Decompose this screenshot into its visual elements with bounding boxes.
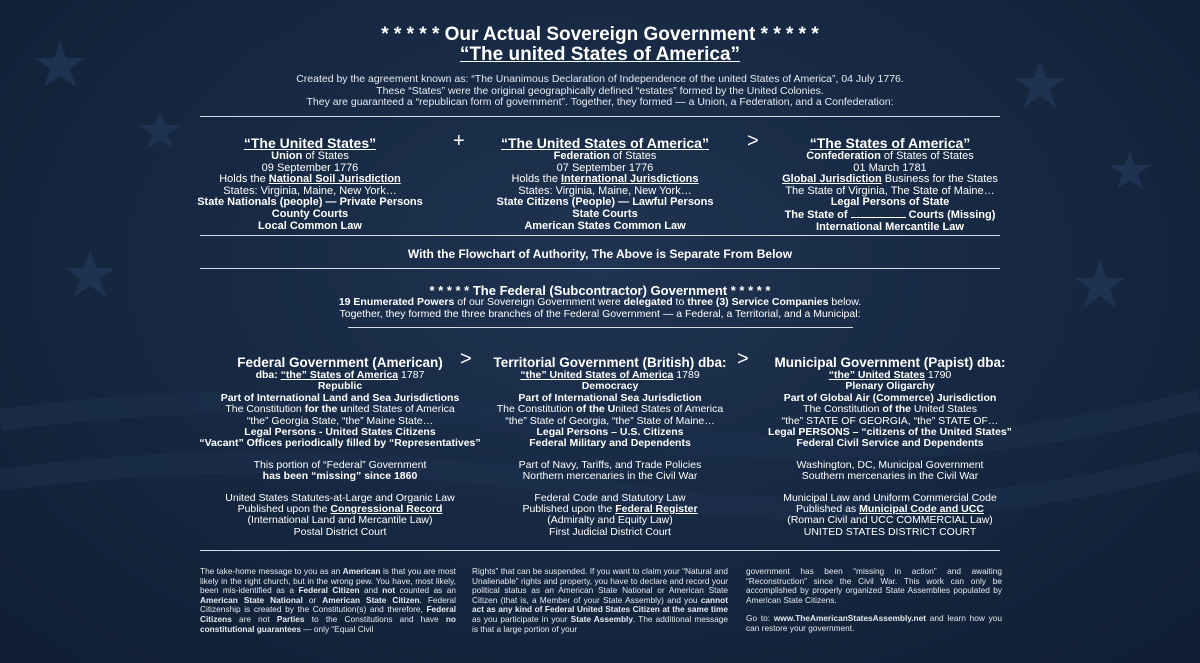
greater-operator: > (460, 348, 472, 370)
divider (200, 268, 1000, 269)
column-heading: “The States of America” (809, 135, 971, 151)
greater-operator: > (737, 348, 749, 370)
plus-operator: + (453, 130, 465, 152)
federal-subtitle: 19 Enumerated Powers of our Sovereign Government were delegated to three (3) Service Companies below. Together, they formed the three branches of the Federal Government — a Federal, a Territorial, and a Municipal: (338, 296, 862, 320)
municipal-government-column: Municipal Government (Papist) dba: “the” United States 1790 Plenary Oligarchy Part of Global Air (Commerce) Jurisdiction The Constitution of the United States “the” STATE OF GEORGIA, “the” STATE OF… Legal PERSONS – “citizens of the United States” Federal Civil Service and Dependents Washington, DC, Municipal Government Southern mercenaries in the Civil War Municipal Law and Uniform Commercial Code Published as Municipal Code and UCC (Roman Civil and UCC COMMERCIAL Law) UNITED STATES DISTRICT COURT (755, 355, 1025, 538)
union-column: “The United States” Union of States 09 September 1776 Holds the National Soil Jurisdiction States: Virginia, Maine, New York… State Nationals (people) — Private Persons County Courts Local Common Law (180, 135, 440, 232)
federal-government-column: Federal Government (American) dba: “the” States of America 1787 Republic Part of International Land and Sea Jurisdictions The Constitution for the united States of America “the” Georgia State, “the” Maine State… Legal Persons - United States Citizens “Vacant” Offices periodically filled by “Representatives” This portion of “Federal” Government has been “missing” since 1860 United States Statutes-at-Large and Organic Law Published upon the Congressional Record (International Land and Mercantile Law) Postal District Court (195, 355, 485, 538)
assembly-website-link[interactable]: www.TheAmericanStatesAssembly.net (773, 613, 927, 624)
column-heading: “The United States of America” (501, 135, 709, 151)
divider (200, 235, 1000, 236)
confederation-column: “The States of America” Confederation of States of States 01 March 1781 Global Jurisdiction Business for the States The State of Virginia, The State of Maine… Legal Persons of State The State of Courts (Missing) International Mercantile Law (765, 135, 1015, 233)
intro-line: Created by the agreement known as: “The Unanimous Declaration of Independence of the united States of America”, 04 July 1776. (296, 73, 904, 85)
page-title: * * * * * Our Actual Sovereign Government * * * * * (381, 24, 819, 45)
column-heading: Territorial Government (British) dba: (493, 355, 727, 370)
federation-column: “The United States of America” Federation of States 07 September 1776 Holds the International Jurisdictions States: Virginia, Maine, New York… State Citizens (People) — Lawful Persons State Courts American States Common Law (475, 135, 735, 232)
bottom-text-column-2: Rights” that can be suspended. If you want to claim your “Natural and Unalienable” rights and property, you have to declare and record your political status as an American State National or American State Citizen (that is, a Member of your State Assembly) and you cannot act as any kind of Federal United States Citizen at the same time as you participate in your State Assembly. The additional message is that a large portion of your (472, 566, 728, 634)
federal-title: * * * * * The Federal (Subcontractor) Government * * * * * (429, 283, 771, 298)
page-subtitle: “The united States of America” (459, 44, 741, 65)
intro-text (0, 74, 1200, 109)
bottom-text-column-3: government has been “missing in action” and awaiting “Reconstruction” since the Civil War. This work can only be accomplished by properly organized State Assemblies populated by American State Citizens. Go to: www.TheAmericanStatesAssembly.net and learn how you can restore your government. (746, 566, 1002, 633)
territorial-government-column: Territorial Government (British) dba: “the” United States of America 1789 Democracy Part of International Sea Jurisdiction The Constitution of the United States of America “the” State of Georgia, “the” State of Maine… Legal Persons – U.S. Citizens Federal Military and Dependents Part of Navy, Tariffs, and Trade Policies Northern mercenaries in the Civil War Federal Code and Statutory Law Published upon the Federal Register (Admiralty and Equity Law) First Judicial District Court (480, 355, 740, 538)
column-heading: “The United States” (243, 135, 377, 151)
blank-line (851, 209, 906, 218)
intro-line: They are guaranteed a “republican form of government”. Together, they formed — a Union, a Federation, and a Confederation: (306, 96, 894, 109)
greater-operator: > (747, 130, 759, 152)
intro-line: These “States” were the original geographically defined “estates” formed by the United Colonies. (376, 84, 824, 97)
divider (200, 116, 1000, 117)
divider (200, 550, 1000, 551)
column-heading: Federal Government (American) (237, 355, 443, 370)
divider (348, 327, 853, 328)
separator-text: With the Flowchart of Authority, The Above is Separate From Below (407, 247, 793, 261)
column-heading: Municipal Government (Papist) dba: (774, 355, 1006, 370)
bottom-text-column-1: The take-home message to you as an American is that you are most likely in the right church, but in the wrong pew. You have, most likely, been mis-identified as a Federal Citizen and not counted as an American State National or American State Citizen. Federal Citizenship is created by the Constitution(s) and therefore, Federal Citizens are not Parties to the Constitutions and have no constitutional guarantees — only “Equal Civil (200, 566, 456, 634)
